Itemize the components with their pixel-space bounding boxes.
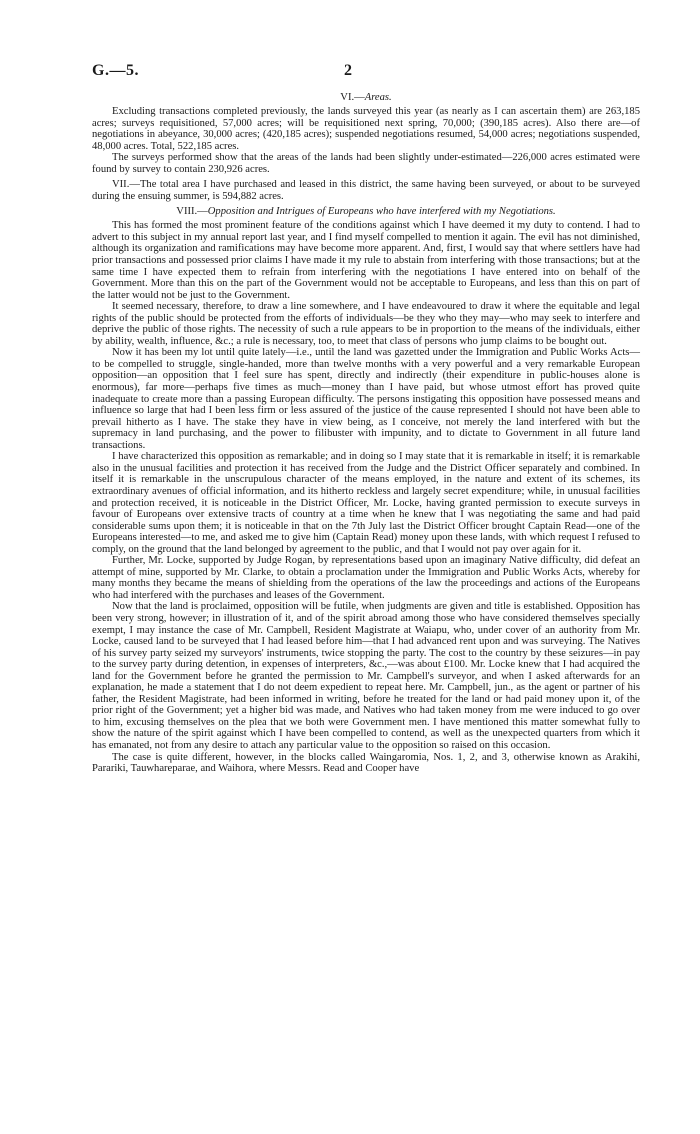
section-heading-opposition (92, 206, 640, 218)
paragraph: Excluding transactions completed previously, the lands surveyed this year (as nearly as I can ascertain them) are 263,185 acres; surveys requisitioned, 57,000 acres; will be requisitioned next spring, 70,000; (390,185 acres). Also there are—of negotiations in abeyance, 30,000 acres; (420,185 acres); suspended negotiations resumed, 54,000 acres; negotiations suspended, 48,000 acres. Total, 522,185 acres. (92, 106, 640, 152)
page-number: 2 (344, 62, 352, 79)
paragraph: I have characterized this opposition as remarkable; and in doing so I may state that it is remarkable in itself; it is remarkable also in the unusual facilities and protection it has received from the Judge and the District Officer separately and combined. In itself it is remarkable in the unscrupulous character of the means employed, in the nature and extent of its schemes, its extraordinary avenues of official information, and its hitherto reckless and largely secret expenditure; while, in unusual facilities and protection received, it is noticeable in the District Officer, Mr. Locke, having granted permission to execute surveys in favour of Europeans over extensive tracts of country at a time when he knew that I was negotiating the same and had paid considerable sums upon them; it is noticeable in that on the 7th July last the District Officer brought Captain Read—one of the Europeans interested—to me, and asked me to give him (Captain Read) money upon these lands, with which request I refused to comply, on the ground that the land belonged by agreement to the public, and that I would not pay over again for it. (92, 451, 640, 555)
paragraph-total-area: VII.—The total area I have purchased and leased in this district, the same having been surveyed, or about to be surveyed during the ensuing summer, is 594,882 acres. (92, 179, 640, 202)
section-number: VI.— (340, 92, 365, 103)
paragraph: Further, Mr. Locke, supported by Judge Rogan, by representations based upon an imaginary Native difficulty, did defeat an attempt of mine, supported by Mr. Clarke, to obtain a proclamation under the Immigration and Public Works Acts, whereby for many months they became the means of shielding from the operations of the law the proceedings and actions of the Europeans who had interfered with the purchases and leases of the Government. (92, 555, 640, 601)
paragraph: Now that the land is proclaimed, opposition will be futile, when judgments are given and title is established. Opposition has been very strong, however; in illustration of it, and of the spirit abroad among those who have considered themselves specially exempt, I may instance the case of Mr. Campbell, Resident Magistrate at Waiapu, who, under cover of an authority from Mr. Locke, caused land to be surveyed that I had leased before him—that I had advanced rent upon and was surveying. The Natives of his survey party seized my surveyors' instruments, twice stopping the party. The cost to the country by these seizures—in pay to the survey party during detention, in expenses of interpreters, &c.,—was about £100. Mr. Locke knew that I had acquired the land for the Government before he granted the permission to Mr. Campbell's surveyor, and when I asked afterwards for an explanation, he made a statement that I do not deem expedient to repeat here. Mr. Campbell, jun., as the agent or partner of his father, the Resident Magistrate, had been informed in writing, before he treated for the land or had paid money upon it, of the prior right of the Government; yet a higher bid was made, and Natives who had taken money from me were induced to go over to him, excusing themselves on the plea that we both were Government men. I have mentioned this matter somewhat fully to show the nature of the spirit against which I have been compelled to contend, as well as the unexpected quarters from which it has emanated, not from any desire to attach any particular value to the opposition so raised on this occasion. (92, 601, 640, 751)
section-title: Areas. (364, 92, 392, 103)
document-reference: G.—5. (92, 62, 139, 79)
paragraph: This has formed the most prominent feature of the conditions against which I have deemed it my duty to contend. I had to advert to this subject in my annual report last year, and I find myself compelled to mention it again. The evil has not diminished, although its organization and ramifications may have become more apparent. And, first, I would say that where settlers have had prior transactions and possessed prior claims I have made it my rule to abstain from interfering with those transactions; but at the same time I have expected them to refrain from interfering with the negotiations I have entered into on behalf of the Government. More than this on the part of the Government would not be acceptable to Europeans, and less than this on part of the latter would not be just to the Government. (92, 220, 640, 301)
section-number: VIII.— (176, 206, 208, 218)
section-title: Opposition and Intrigues of Europeans who have interfered with my Negotiations. (207, 206, 556, 218)
paragraph: Now it has been my lot until quite lately—i.e., until the land was gazetted under the Immigration and Public Works Acts—to be compelled to struggle, single-handed, more than twelve months with a very powerful and a very remarkable European opposition—an opposition that I feel sure has spent, directly and indirectly (their expenditure in public-houses alone is enormous), far more—perhaps five times as much—money than I have paid, but whose utmost effort has proved quite inadequate to create more than a passing European difficulty. The persons instigating this opposition have possessed means and influence so large that had I been less firm or less assured of the justice of the cause represented I should not have been able to prevail hitherto as I have. The stake they have in view being, as I conceive, not merely the land interfered with but the supremacy in land purchasing, and the power to filibuster with impunity, and to dictate to Government in all future land transactions. (92, 347, 640, 451)
paragraph: The case is quite different, however, in the blocks called Waingaromia, Nos. 1, 2, and 3, otherwise known as Arakihi, Parariki, Tauwhareparae, and Waihora, where Messrs. Read and Cooper have (92, 751, 640, 775)
page-header (92, 62, 640, 84)
paragraph: The surveys performed show that the areas of the lands had been slightly under-estimated—226,000 acres estimated were found by survey to contain 230,926 acres. (92, 152, 640, 175)
paragraph: It seemed necessary, therefore, to draw a line somewhere, and I have endeavoured to draw it where the equitable and legal rights of the public should be protected from the efforts of individuals—be they who they may—who may seek to interfere and deprive the public of those rights. The necessity of such a rule appears to be in proportion to the means of the individuals, either by ability, wealth, influence, &c.; a rule is necessary, too, to meet that class of persons who jump claims to be bought out. (92, 301, 640, 347)
section-heading-areas (92, 92, 640, 104)
